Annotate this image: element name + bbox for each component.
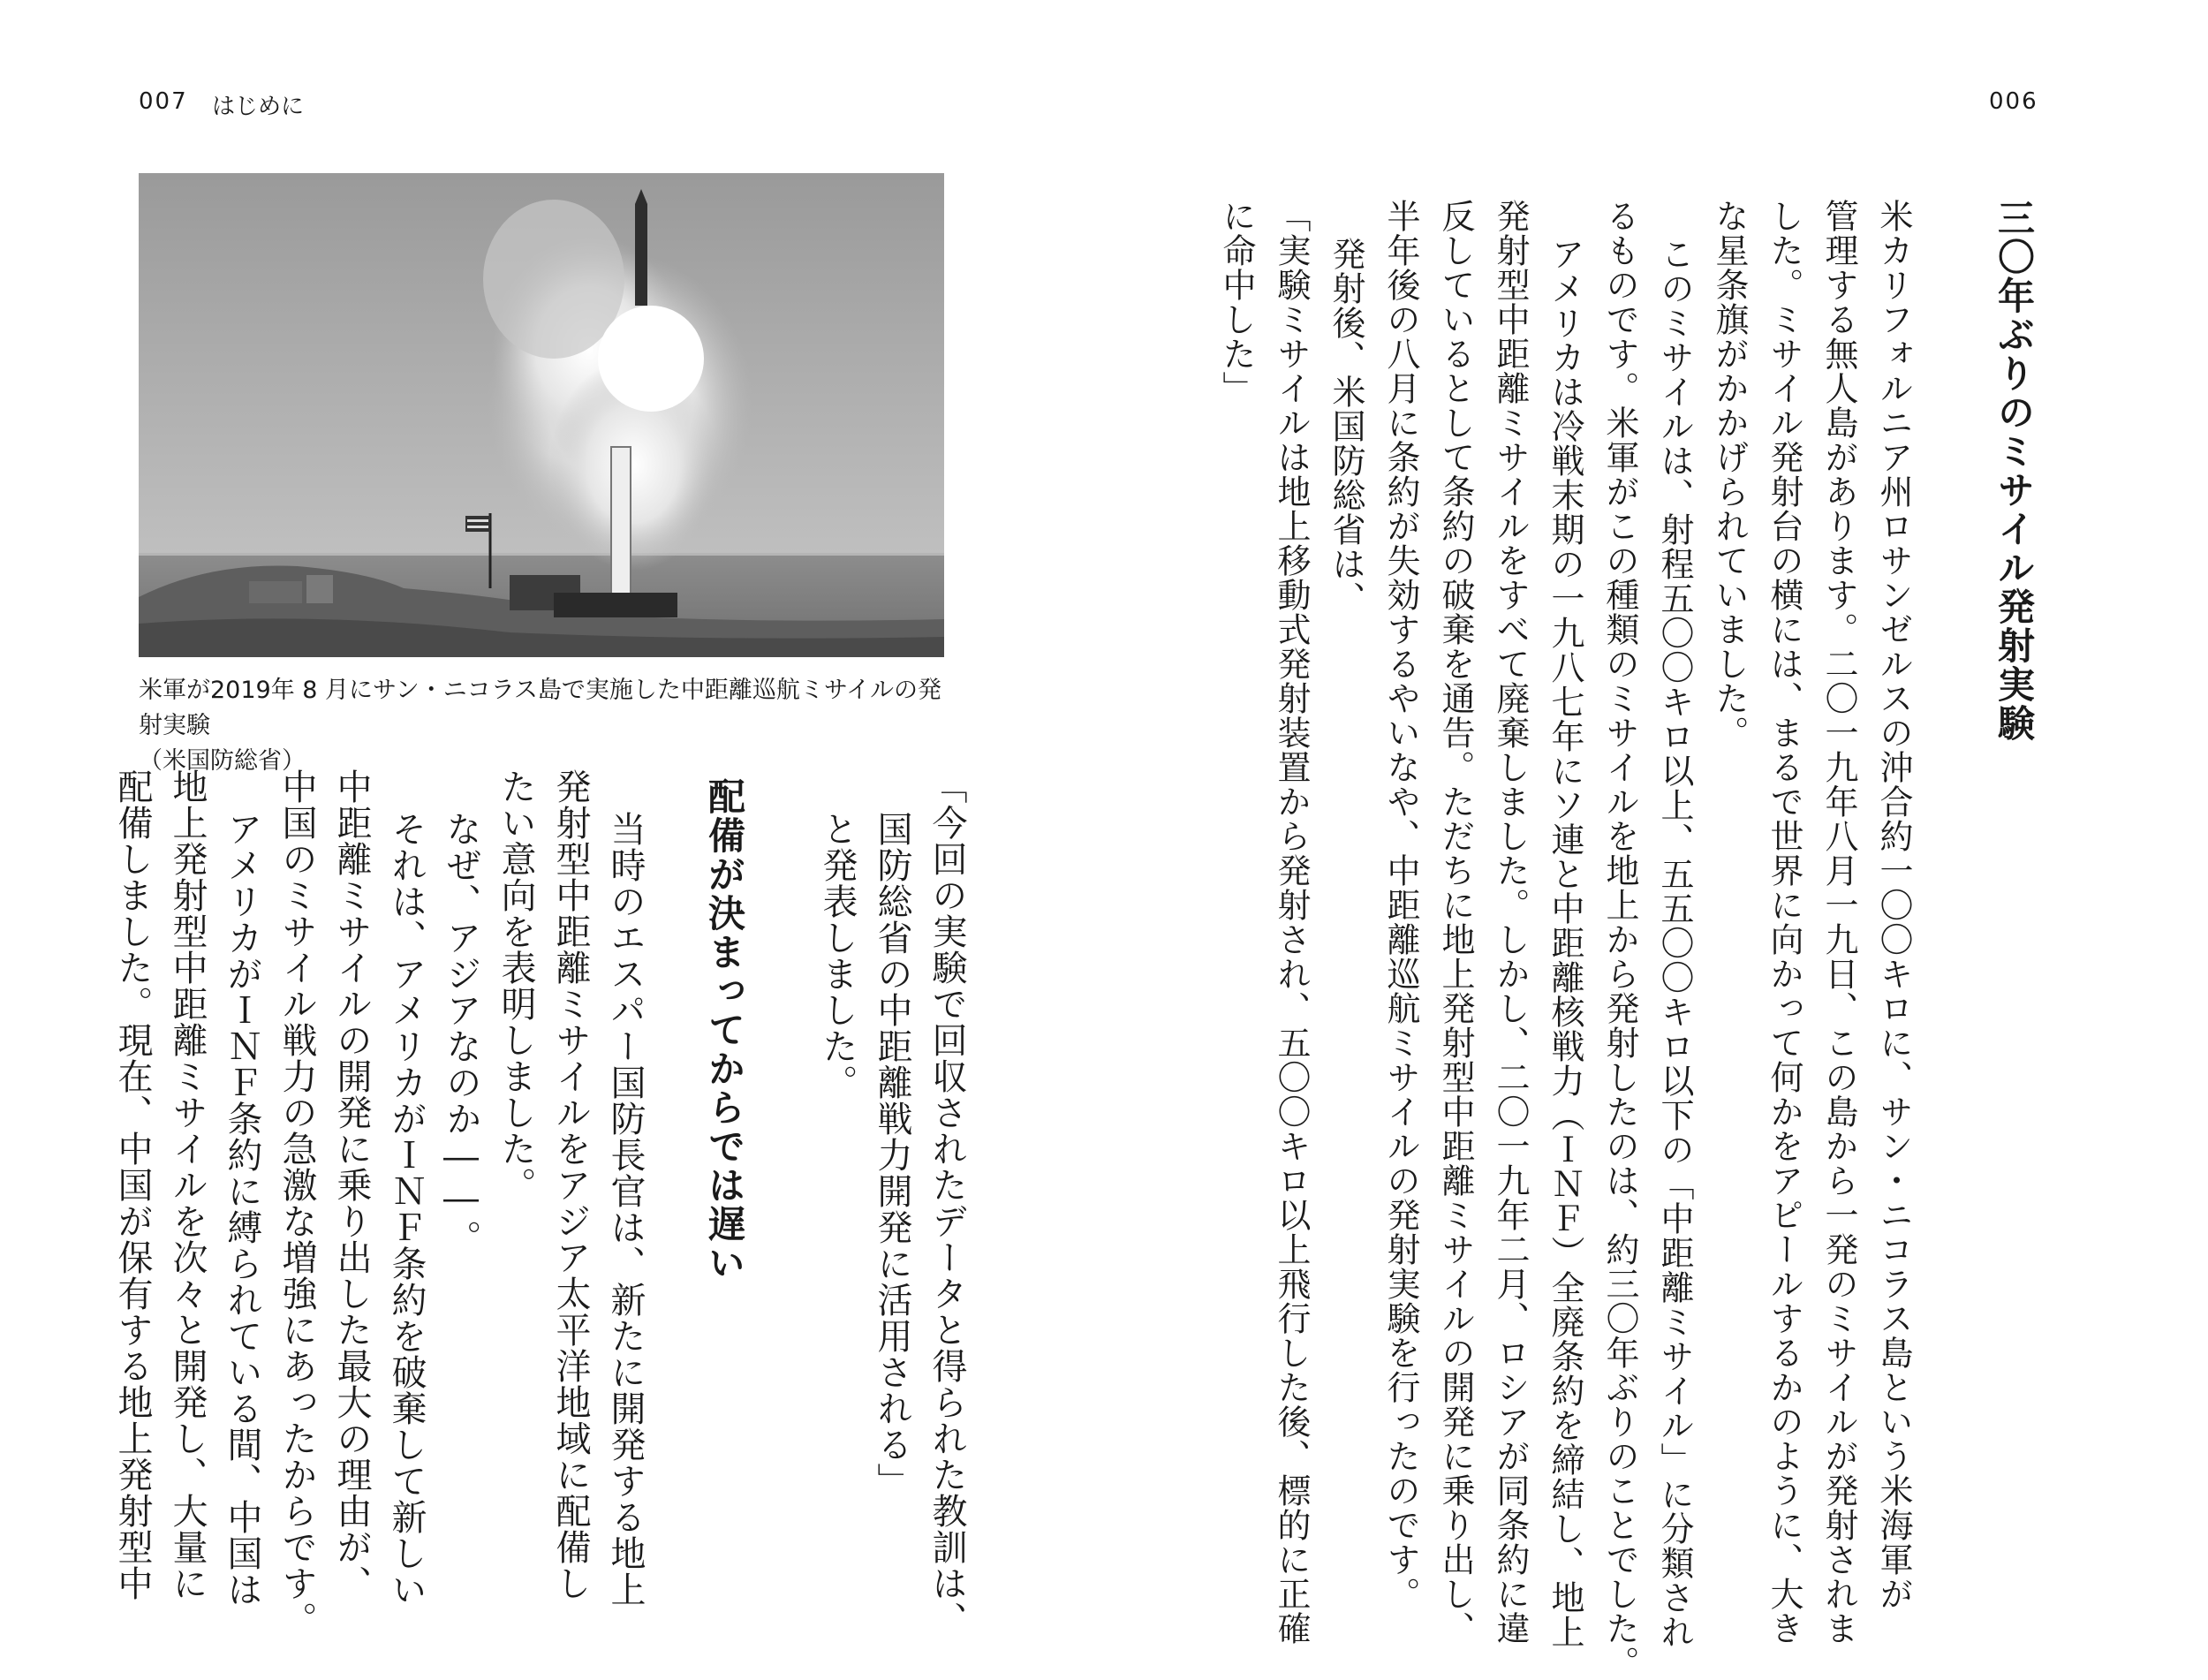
body-column: 反しているとして条約の破棄を通告。ただちに地上発射型中距離ミサイルの開発に乗り出し、 (1436, 199, 1475, 1646)
missile-launch-photo (139, 173, 944, 657)
body-column: アメリカがＩＮＦ条約に縛られている間、中国は (222, 811, 262, 1608)
body-column: 発射型中距離ミサイルをすべて廃棄しました。しかし、二〇一九年二月、ロシアが同条約に違 (1491, 199, 1530, 1646)
body-column: 当時のエスパー国防長官は、新たに開発する地上 (605, 811, 646, 1608)
body-column: 配備しました。現在、中国が保有する地上発射型中 (112, 768, 153, 1601)
body-column: 管理する無人島があります。二〇一九年八月一九日、この島から一発のミサイルが発射されま (1819, 199, 1858, 1646)
body-column: な星条旗がかかげられていました。 (1710, 199, 1749, 750)
body-column: なぜ、アジアなのか――。 (441, 811, 481, 1256)
body-column: と発表しました。 (817, 811, 858, 1101)
body-column: 地上発射型中距離ミサイルを次々と開発し、大量に (167, 768, 208, 1601)
body-column: 発射型中距離ミサイルをアジア太平洋地域に配備し (550, 768, 591, 1601)
section-heading-left: 配備が決まってからでは遅い (703, 777, 746, 1283)
body-column: 発射後、米国防総省は、 (1327, 237, 1365, 616)
body-column: たい意向を表明しました。 (495, 768, 536, 1203)
body-column: に命中した」 (1217, 199, 1256, 405)
photo-caption (139, 673, 960, 779)
missile-launch-illustration (139, 173, 944, 657)
body-column: 米カリフォルニア州ロサンゼルスの沖合約一〇〇キロに、サン・ニコラス島という米海軍が (1874, 199, 1913, 1611)
section-heading-right: 三〇年ぶりのミサイル発射実験 (1992, 199, 2036, 743)
body-column: アメリカは冷戦末期の一九八七年にソ連と中距離核戦力（ＩＮＦ）全廃条約を締結し、地上 (1546, 237, 1584, 1649)
page-number-left: 007 (139, 88, 188, 115)
body-column: した。ミサイル発射台の横には、まるで世界に向かって何かをアピールするかのように、大き (1765, 199, 1803, 1646)
body-column: それは、アメリカがＩＮＦ条約を破棄して新しい (386, 811, 427, 1608)
body-column: 中距離ミサイルの開発に乗り出した最大の理由が、 (331, 768, 372, 1601)
body-column: 半年後の八月に条約が失効するやいなや、中距離巡航ミサイルの発射実験を行ったのです。 (1381, 199, 1420, 1611)
body-column: 国防総省の中距離戦力開発に活用される」 (872, 811, 912, 1499)
photo-caption-line: 米軍が2019年 8 月にサン・ニコラス島で実施した中距離巡航ミサイルの発射実験 (139, 677, 942, 739)
running-title: はじめに (212, 94, 305, 120)
photo-caption-source: （米国防総省） (139, 747, 306, 775)
body-column: 「今回の実験で回収されたデータと得られた教訓は、 (926, 768, 967, 1638)
body-column: るものです。米軍がこの種類のミサイルを地上から発射したのは、約三〇年ぶりのことでした。 (1600, 199, 1639, 1680)
body-column: 「実験ミサイルは地上移動式発射装置から発射され、五〇〇キロ以上飛行した後、標的に正確 (1272, 199, 1311, 1646)
body-column: 中国のミサイル戦力の急激な増強にあったからです。 (276, 768, 317, 1638)
body-column: このミサイルは、射程五〇〇キロ以上、五五〇〇キロ以下の「中距離ミサイル」に分類され (1655, 237, 1694, 1649)
page-number-right: 006 (1989, 88, 2038, 115)
